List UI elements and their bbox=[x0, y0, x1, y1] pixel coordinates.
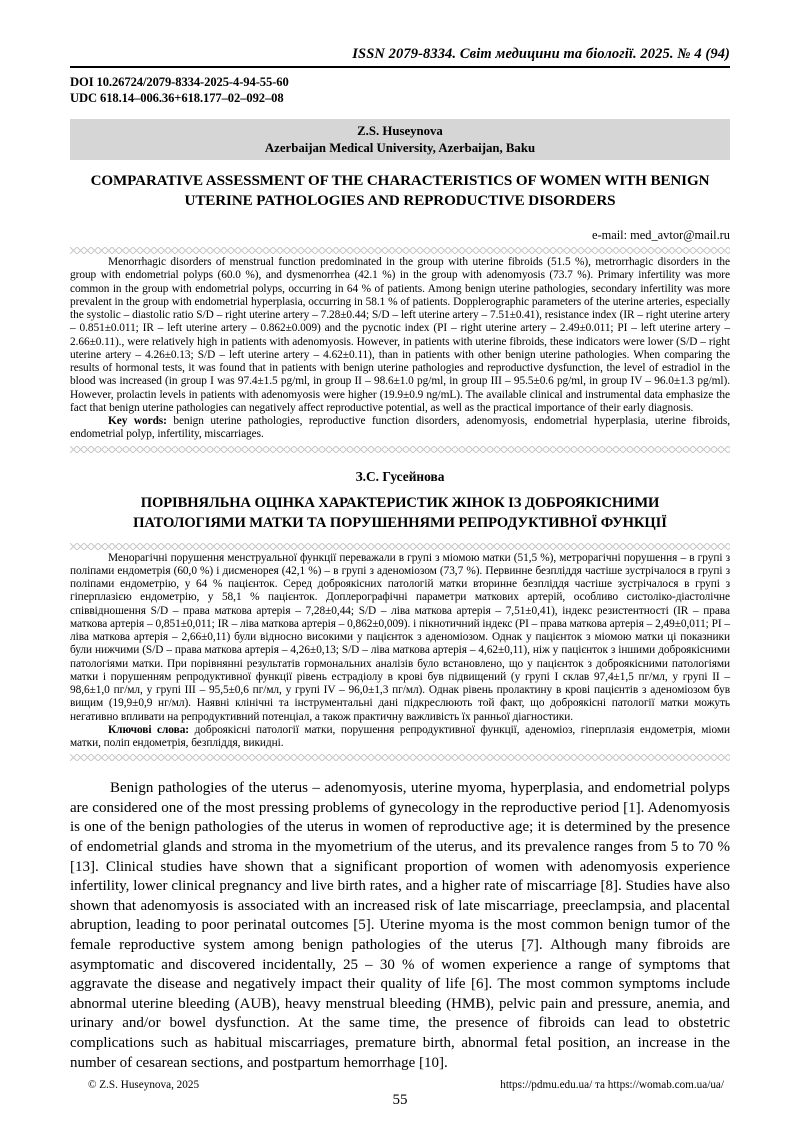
doi-line: DOI 10.26724/2079-8334-2025-4-94-55-60 bbox=[70, 75, 289, 89]
copyright-notice: © Z.S. Huseynova, 2025 bbox=[88, 1079, 200, 1091]
page-footer bbox=[70, 1079, 730, 1113]
article-title-en bbox=[70, 171, 730, 211]
author-email: e-mail: med_avtor@mail.ru bbox=[591, 228, 730, 242]
keywords-en bbox=[70, 415, 730, 442]
abstract-ua-text: Менорагічні порушення менструальної функції переважали в групі з міомою матки (51,5 %), метрорагічні порушення – в групі з поліпами ендометрія (60,0 %) і дисменорея (42,1 %) – в групі з аденоміозом (73,7 %). Первинне безпліддя частіше зустрічалося в групі з поліпами ендометрію, у 64 % пацієнток. Серед доброякісних патологій матки вторинне безпліддя частіше зустрічалося в групі з гіперплазією ендометрію, у 58,1 % пацієнток. Доплерографічні параметри маткових артерій, особливо систоліко-діастолічне співвідношення S/D – права маткова артерія – 7,28±0,44; S/D – ліва маткова артерія – 7,51±0,41), індекс резистентності (IR – права маткова артерія – 0,851±0,011; IR – ліва маткова артерія – 0,862±0,009). і пікнотичний індекс (PI – права маткова артерія – 2,49±0,011; PI – ліва маткова артерія – 2,66±0,11) були відносно високими у пацієнток з аденоміозом. Однак у пацієнток з міомою матки ці показники були нижчими (S/D – права маткова артерія – 4,26±0,13; S/D – ліва маткова артерія – 4,62±0,11), ніж у пацієнток з іншими доброякісними патологіями матки. При порівнянні результатів гормональних аналізів було встановлено, що у пацієнток з доброякісними патологіями матки і порушенням репродуктивної функції рівень естрадіолу в крові був підвищений (у групі I склав 97,4±1,5 пг/мл, у групі II – 98,6±1,0 пг/мл, у групі III – 95,5±0,6 пг/мл, у групі IV – 96,0±1,3 пг/мл). Однак рівень пролактину в крові пацієнтів з аденоміозом був вищим (19,9±0,9 нг/мл). Наявні клінічні та інструментальні дані підкреслюють той факт, що доброякісні патології матки можуть негативно впливати на репродуктивний потенціал, а також практичну важливість їх ранньої діагностики. bbox=[70, 551, 730, 723]
journal-urls[interactable]: https://pdmu.edu.ua/ та https://womab.com.ua/ua/ bbox=[500, 1079, 724, 1091]
abstract-en-text: Menorrhagic disorders of menstrual function predominated in the group with uterine fibroids (51.5 %), metrorrhagic disorders in the group with endometrial polyps (60.0 %), and dysmenorrhea (42.1 %) in the group with adenomyosis (73.7 %). Primary infertility was more common in the group with endometrial polyps, occurring in 64 % of patients. Among benign uterine pathologies, secondary infertility was more prevalent in the group with endometrial hyperplasia, occurring in 58.1 % of patients. Dopplerographic parameters of the uterine arteries, especially the systolic – diastolic ratio S/D – right uterine artery – 7.28±0.44; S/D – left uterine artery – 7.51±0.41), resistance index (IR – right uterine artery – 0.851±0.011; IR – left uterine artery – 0.862±0.009) and the pycnotic index (PI – right uterine artery – 2.49±0.011; PI – left uterine artery – 2.66±0.11)., were relatively high in patients with adenomyosis. However, in patients with uterine fibroids, these indicators were lower (S/D – right uterine artery – 4.26±0.13; S/D – left uterine artery – 4.62±0.11), than in patients with other benign uterine pathologies. When comparing the results of hormonal tests, it was found that in patients with benign uterine pathologies and reproductive dysfunction, the level of estradiol in the blood was increased (in group I was 97.4±1.5 pg/ml, in group II – 98.6±1.0 pg/ml, in group III – 95.5±0.6 pg/ml, in group IV – 96.0±1.3 pg/ml). However, prolactin levels in patients with adenomyosis were higher (19.9±0.9 ng/mL). The available clinical and instrumental data emphasize the fact that benign uterine pathologies can negatively affect reproductive potential, as well as the practical importance of their early diagnosis. bbox=[70, 256, 730, 414]
wavy-divider-bottom-en bbox=[70, 446, 730, 453]
article-title-ua bbox=[70, 493, 730, 533]
abstract-ua bbox=[70, 552, 730, 751]
article-title-en-line1: COMPARATIVE ASSESSMENT OF THE CHARACTERISTICS OF WOMEN WITH BENIGN bbox=[90, 173, 710, 189]
udc-line: UDC 618.14–006.36+618.177–02–092–08 bbox=[70, 90, 284, 105]
running-head: ISSN 2079-8334. Світ медицини та біології. 2025. № 4 (94) bbox=[352, 46, 730, 62]
keywords-ua bbox=[70, 724, 730, 751]
author-affiliation: Azerbaijan Medical University, Azerbaijan, Baku bbox=[264, 140, 536, 155]
author-affiliation-band bbox=[70, 119, 730, 160]
abstract-en bbox=[70, 256, 730, 442]
article-title-ua-line1: ПОРІВНЯЛЬНА ОЦІНКА ХАРАКТЕРИСТИК ЖІНОК ІЗ ДОБРОЯКІСНИМИ bbox=[140, 494, 660, 511]
page-number: 55 bbox=[392, 1092, 408, 1108]
keywords-en-label: Key words: bbox=[108, 415, 167, 427]
author-name-ua: З.С. Гусейнова bbox=[355, 468, 445, 484]
author-name: Z.S. Huseynova bbox=[357, 124, 443, 138]
keywords-en-text: benign uterine pathologies, reproductive function disorders, adenomyosis, endometrial hyperplasia, uterine fibroids, endometrial polyp, infertility, miscarriages. bbox=[70, 415, 730, 441]
body-text bbox=[70, 779, 730, 1073]
wavy-divider-top-ua bbox=[70, 543, 730, 550]
keywords-ua-text: доброякісні патології матки, порушення репродуктивної функції, аденоміоз, гіперплазія ендометрія, міоми матки, поліп ендометрія, безпліддя, викидні. bbox=[70, 723, 730, 749]
wavy-divider-bottom-ua bbox=[70, 754, 730, 761]
body-paragraph-1: Benign pathologies of the uterus – adenomyosis, uterine myoma, hyperplasia, and endometrial polyps are considered one of the most pressing problems of gynecology in the reproductive period [1]. Adenomyosis is one of the benign pathologies of the uterus in women of reproductive age; it is determined by the presence of endometrial glands and stroma in the myometrium of the uterus, and its prevalence ranges from 5 to 70 % [13]. Clinical studies have shown that a significant proportion of women with adenomyosis experience infertility, lower clinical pregnancy and live birth rates, and a higher rate of miscarriage [8]. Studies have also shown that adenomyosis is associated with an increased risk of late miscarriage, preeclampsia, and placental abruption, leading to poor perinatal outcomes [5]. Uterine myoma is the most common benign tumor of the female reproductive system among benign pathologies of the uterus [7]. Although many fibroids are asymptomatic and discovered incidentally, 25 – 30 % of women experience a range of symptoms that aggravate the disease and negatively impact their quality of life [6]. The most common symptoms include abnormal uterine bleeding (AUB), heavy menstrual bleeding (HMB), pelvic pain and pressure, anemia, and urinary and/or bowel dysfunction. At the same time, the presence of fibroids can lead to obstetric complications such as habitual miscarriages, premature birth, abnormal fetal position, an increase in the number of cesarean sections, and postpartum hemorrhage [10]. bbox=[70, 780, 730, 1071]
wavy-divider-top-en bbox=[70, 247, 730, 254]
article-title-ua-line2: ПАТОЛОГІЯМИ МАТКИ ТА ПОРУШЕННЯМИ РЕПРОДУКТИВНОЇ ФУНКЦІЇ bbox=[133, 514, 667, 531]
header-divider bbox=[70, 66, 730, 68]
keywords-ua-label: Ключові слова: bbox=[108, 723, 190, 736]
article-title-en-line2: UTERINE PATHOLOGIES AND REPRODUCTIVE DISORDERS bbox=[184, 193, 616, 209]
